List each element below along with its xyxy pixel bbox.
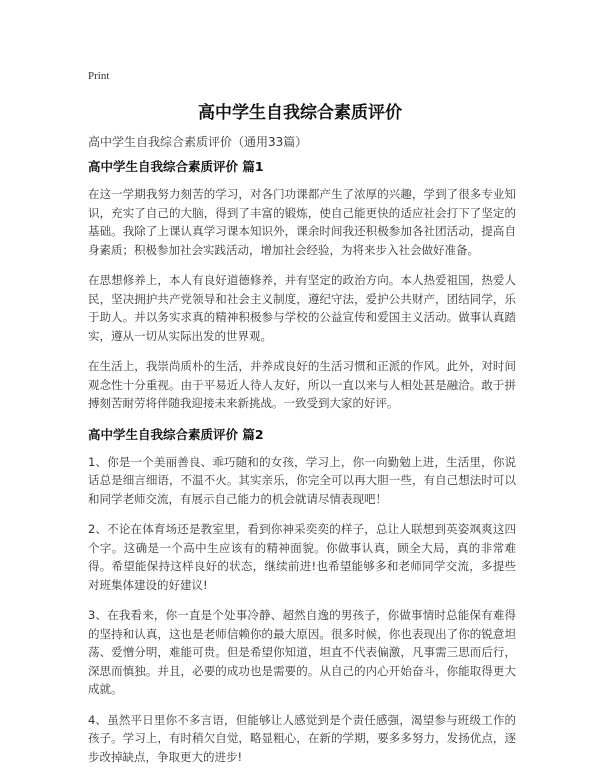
print-link[interactable]: Print [88, 70, 110, 82]
paragraph: 在思想修养上，本人有良好道德修养，并有坚定的政治方向。本人热爱祖国，热爱人民，坚决拥护共产党领导和社会主义制度，遵纪守法，爱护公共财产，团结同学，乐于助人。并以务实求真的精神积极参与学校的公益宣传和爱国主义活动。做事认真踏实，遵从一切从实际出发的世界观。 [88, 273, 516, 343]
document-subtitle: 高中学生自我综合素质评价（通用33篇） [88, 135, 308, 149]
paragraph: 4、虽然平日里你不多言语，但能够让人感觉到是个责任感强，渴望参与班级工作的孩子。学习上，有时稍欠自觉，略显粗心，在新的学期，要多多努力，发扬优点，逐步改掉缺点，争取更大的进步! [88, 712, 516, 764]
section-title: 高中学生自我综合素质评价 篇2 [88, 426, 264, 442]
paragraph: 1、你是一个美丽善良、乖巧随和的女孩，学习上，你一向勤勉上进，生活里，你说话总是细言细语，不温不火。其实亲乐，你完全可以再大胆一些，有自己想法时可以和同学老师交流，有展示自己能力的机会就请尽情表现吧！ [88, 454, 516, 506]
paragraph: 3、在我看来，你一直是个处事冷静、超然自逸的男孩子，你做事情时总能保有难得的坚持和认真，这也是老师信赖你的最大原因。很多时候，你也表现出了你的锐意坦荡、爱憎分明，难能可贵。但是希望你知道，坦直不代表偏激，凡事需三思而后行，深思而慎独。并且，必要的成功也是需要的。从自己的内心开始奋斗，你能取得更大成就。 [88, 608, 516, 696]
page-title: 高中学生自我综合素质评价 [198, 103, 402, 123]
section-title: 高中学生自我综合素质评价 篇1 [88, 159, 264, 174]
paragraph: 2、不论在体育场还是教室里，看到你神采奕奕的样子，总让人联想到英姿飒爽这四个字。这确是一个高中生应该有的精神面貌。你做事认真，顾全大局，真的非常难得。希望能保持这样良好的状态，继续前进!也希望能够多和老师同学交流，多提些对班集体建设的好建议! [88, 522, 516, 592]
section-1 [88, 157, 516, 413]
document-body [88, 157, 516, 778]
section-2 [88, 425, 516, 767]
paragraph: 在生活上，我崇尚质朴的生活，并养成良好的生活习惯和正派的作风。此外，对时间观念性十分重视。由于平易近人待人友好，所以一直以来与人相处甚是融洽。敢于拼搏刻苦耐劳将伴随我迎接未来新挑战。一致受到大家的好评。 [88, 359, 516, 410]
paragraph: 在这一学期我努力刻苦的学习，对各门功课都产生了浓厚的兴趣，学到了很多专业知识，充实了自己的大脑，得到了丰富的锻炼，使自己能更快的适应社会打下了坚定的基础。我除了上课认真学习课本知识外，课余时间我还积极参加各社团活动，提高自身素质；积极参加社会实践活动，增加社会经验，为将来步入社会做好准备。 [88, 187, 516, 257]
